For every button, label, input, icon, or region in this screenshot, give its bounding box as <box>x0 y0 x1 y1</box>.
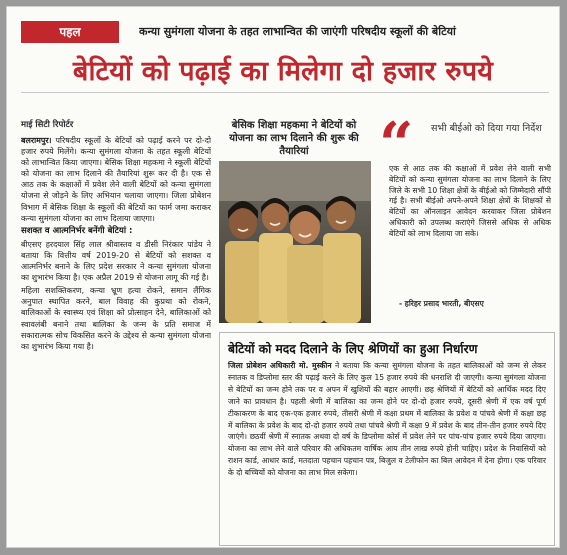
quote-mark-icon: “ <box>379 110 414 180</box>
kicker-text: कन्या सुमंगला योजना के तहत लाभान्वित की जाएंगी परिषदीय स्कूलों की बेटियां <box>139 25 456 38</box>
news-photo-students <box>219 161 371 323</box>
subheading: सशक्त व आत्मनिर्भर बनेंगी बेटियां : <box>21 225 133 236</box>
article-paragraph: बीएसए हरदयाल सिंह लाल श्रीवास्तव व डीसी निरंकार पांडेय ने बताया कि वित्तीय वर्ष 2019-20 से बेटियों को सशक्त व आत्मनिर्भर बनाने के लिए प्रदेश सरकार ने कन्या सुमंगला योजना का शुभारंभ किया है। एक अप्रैल 2019 से योजना लागू की गई है। <box>21 239 211 283</box>
article-paragraph: महिला सशक्तिकरण, कन्या भ्रूण हत्या रोकने, समान लैंगिक अनुपात स्थापित करने, बाल विवाह की कुप्रथा को रोकने, बालिकाओं के स्वास्थ्य एवं शिक्षा को प्रोत्साहन देने, बालिकाओं को स्वावलंबी बनाने तथा बालिका के जन्म के प्रति समाज में सकारात्मक सोच विकसित करने के उद्देश्य से कन्या सुमंगला योजना का शुभारंभ किया गया है। <box>21 286 211 351</box>
newspaper-clipping <box>6 6 560 548</box>
dateline: बलरामपुर। <box>21 136 52 145</box>
left-article-column <box>21 135 211 543</box>
categories-box <box>219 332 555 546</box>
photo-caption: बेसिक शिक्षा महकमा ने बेटियों को योजना का लाभ दिलाने की शुरू की तैयारियां <box>229 120 359 157</box>
box-title: बेटियों को मदद दिलाने के लिए श्रेणियों का हुआ निर्धारण <box>228 342 478 356</box>
divider <box>21 92 549 93</box>
box-body: जिला प्रोबेशन अधिकारी मो. मुस्कीन ने बताया कि कन्या सुमंगला योजना के तहत बालिकाओं को जन्म से लेकर स्नातक व डिप्लोमा स्तर की पढ़ाई करने के लिए कुल 15 हजार रुपये की धनराशि दी जाएगी। कन्या सुमंगला योजना से बेटियों का जन्म होने तक पर व अपन में खुशियों की बहार आएगी। छह श्रेणियों में बेटियों को आर्थिक मदद दिए जाने का प्रावधान है। पहली श्रेणी में बालिका का जन्म होने पर दो-दो हजार रुपये, दूसरी श्रेणी में एक वर्ष पूर्ण टीकाकरण के बाद एक-एक हजार रुपये, तीसरी श्रेणी में कक्षा प्रथम में बालिका के प्रवेश व पांचवे श्रेणी में कक्षा छह में बालिका के प्रवेश के बाद दो-दो हजार रुपये तथा पांचवे श्रेणी में कक्षा 9 में प्रवेश के बाद तीन-तीन हजार रुपये दिए जाएंगे। छठवीं श्रेणी में स्नातक अथवा दो वर्ष के डिप्लोमा कोर्स में प्रवेश लेने पर पांच-पांच हजार रुपये दिया जाएगा। योजना का लाभ लेने वाले परिवार की अधिकतम वार्षिक आय तीन लाख रुपये होनी चाहिए। प्रदेश के निवासियों को राशन कार्ड, आधार कार्ड, मतदाता पहचान पहचान पत्र, बिजुल व टेलीफोन का बिल आवेदन में देना होगा। एक परिवार के दो बच्चियों को योजना का लाभ मिल सकेगा। <box>228 361 546 478</box>
quote-signature: - हरिहर प्रसाद भारती, बीएसए <box>399 299 484 308</box>
article-paragraph: बलरामपुर। परिषदीय स्कूलों के बेटियों को पढ़ाई करने पर दो-दो हजार रुपये मिलेंगे। कन्या सुमंगला योजना के तहत स्कूली बेटियों को लाभान्वित किया जाएगा। बेसिक शिक्षा महकमा ने स्कूली बेटियों को योजना का लाभ दिलाने की तैयारियां शुरू कर दी है। एक से आठ तक के कक्षाओं में प्रवेश लेने वाली बेटियों को कन्या सुमंगला योजना से जोड़ने के लिए अभियान चलाया जाएगा। जिला प्रोबेशन विभाग में बेसिक शिक्षा के स्कूलों की बेटियों का फार्म जमा कराकर कन्या सुमंगला योजना का लाभ दिलाया जाएगा। <box>21 136 211 223</box>
top-strip <box>21 21 557 43</box>
quote-title: सभी बीईओ को दिया गया निर्देश <box>431 123 542 134</box>
quote-body: एक से आठ तक की कक्षाओं में प्रवेश लेने वाली सभी बेटियों को कन्या सुमंगला योजना का लाभ दिलाने के लिए जिले के सभी 10 शिक्षा क्षेत्रों के बीईओ को जिम्मेदारी सौंपी गई है। सभी बीईओ अपने-अपने शिक्षा क्षेत्रों के शिक्षकों से बेटियों का ऑनलाइन आवेदन करवाकर जिला प्रोबेशन अधिकारी को उपलब्ध कराएंगे जिससे अधिक से अधिक बेटियों को लाभ दिलाया जा सके। <box>389 164 551 238</box>
section-tag: पहल <box>21 21 119 43</box>
headline: बेटियों को पढ़ाई का मिलेगा दो हजार रुपये <box>72 56 494 87</box>
byline: माई सिटी रिपोर्टर <box>21 120 74 130</box>
